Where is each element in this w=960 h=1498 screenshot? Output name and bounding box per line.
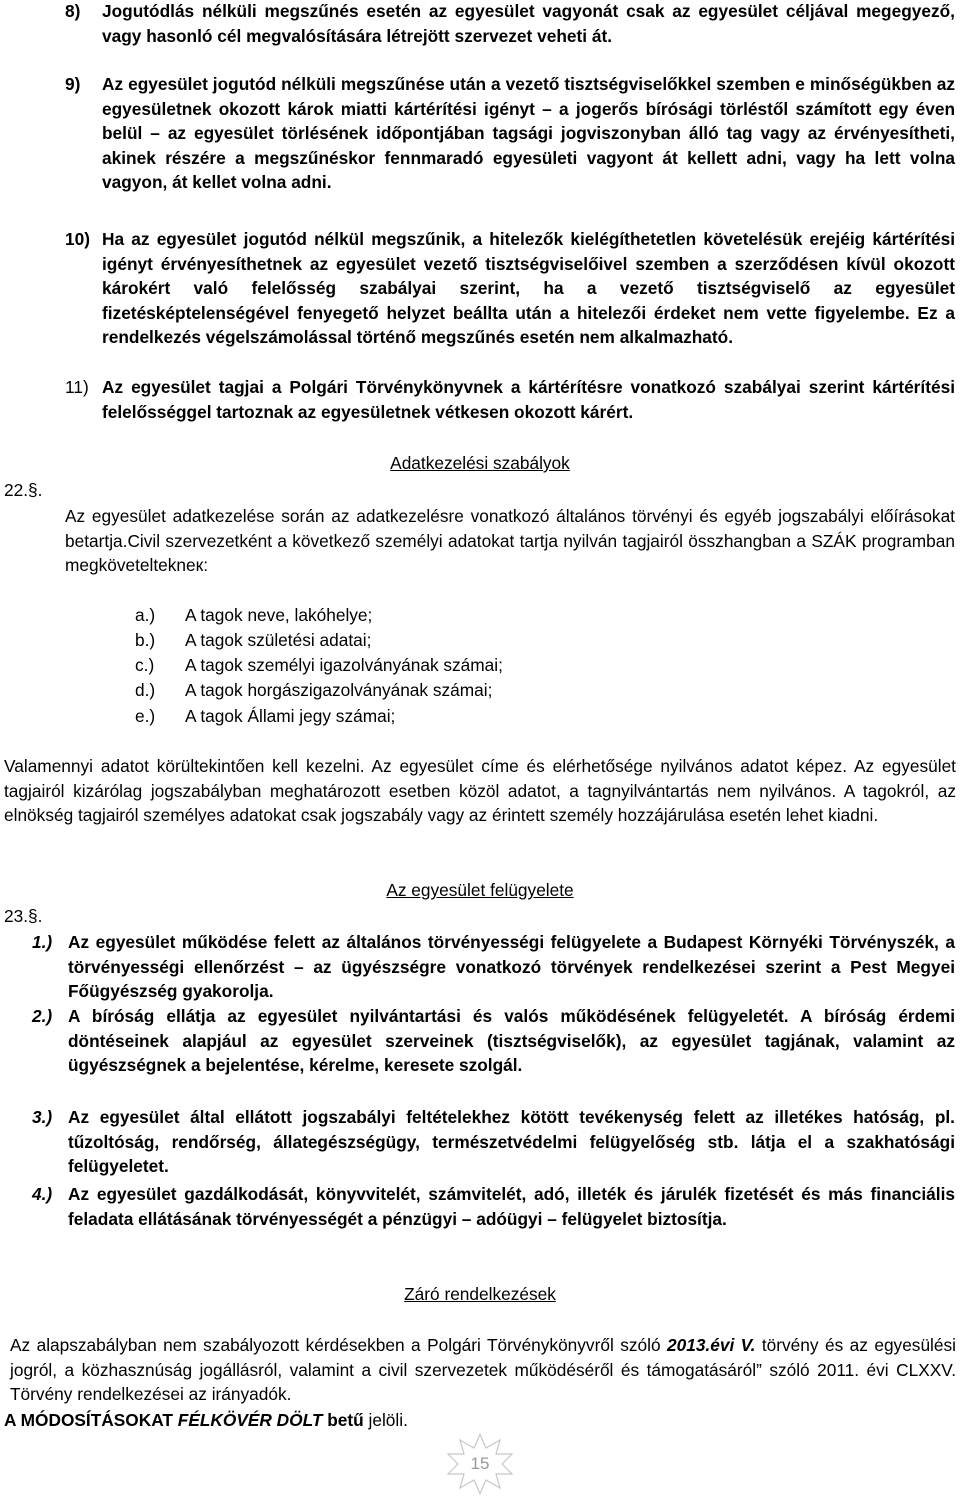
section-heading-supervision: Az egyesület felügyelete	[386, 880, 574, 900]
item-number: 11)	[65, 377, 89, 397]
data-list-item: a.) A tagok neve, lakóhelye;	[135, 605, 373, 625]
section-22-intro: Az egyesület adatkezelése során az adatkezelésre vonatkozó általános törvényi és egyéb jogszabályi előírásokat betartja.Civil szervezetként a következő személyi adatokat tartja nyilván tagjairól összhangban a SZÁK programban megköveteltekneк:	[65, 506, 955, 575]
section-number-23: 23.§.	[4, 906, 43, 926]
item-text: Az egyesület által ellátott jogszabályi feltételekhez kötött tevékenység felett az illetékes hatóság, pl. tűzoltóság, rendőrség, állategészségügy, természetvédelmi felügyelőség stb. látja el a szakhatósági felügyeletet.	[68, 1107, 955, 1176]
data-list-item: b.) A tagok születési adatai;	[135, 630, 372, 650]
data-list-item: c.) A tagok személyi igazolványának számai;	[135, 655, 503, 675]
page-number	[440, 1432, 520, 1492]
item-number: 4.)	[32, 1184, 53, 1204]
data-list-item: d.) A tagok horgászigazolványának számai;	[135, 680, 493, 700]
item-text: Jogutódlás nélküli megszűnés esetén az egyesület vagyonát csak az egyesület céljával megegyező, vagy hasonló cél megvalósítására létrejött szervezet veheti át.	[102, 1, 955, 46]
item-text: Az egyesület tagjai a Polgári Törvénykönyvnek a kártérítésre vonatkozó szabályai szerint kártérítési felelősséggel tartoznak az egyesületnek vétkesen okozott kárért.	[102, 377, 955, 422]
item-text: A bíróság ellátja az egyesület nyilvántartási és valós működésének felügyeletét. A bíróság érdemi döntéseinek alapjául az egyesület szerveinek (tisztségviselők), az egyesület tagjának, valamint az ügyészségnek a bejelentése, kérelme, keresete szolgál.	[68, 1006, 955, 1075]
item-text: Ha az egyesület jogutód nélkül megszűnik, a hitelezők kielégíthetetlen követelésük erejéig kártérítési igényt érvényesíthetnek az egyesület vezető tisztségviselőivel szemben a szerződésen kívül okozott károkért való felelősség szabályai szerint, ha a vezető tisztségviselő az egyesület fizetésképtelenségével fenyegető helyzet beállta után a hitelezői érdeket nem vette figyelembe. Ez a rendelkezés végelszámolással történő megszűnés esetén nem alkalmazható.	[102, 229, 955, 347]
item-number: 9)	[65, 74, 81, 94]
item-number: 3.)	[32, 1107, 53, 1127]
item-text: Az egyesület jogutód nélküli megszűnése után a vezető tisztségviselőkkel szemben e minőségükben az egyesületnek okozott károk miatti kártérítési igényt – a jogerős bírósági törléstől számított egy éven belül – az egyesület törlésének időpontjában tagsági jogviszonyban álló tag vagy az érvényesítheti, akinek részére a megszűnéskor fennmaradó egyesületi vagyont át kellett adni, vagy ha lett volna vagyon, át kellet volna adni.	[102, 74, 955, 192]
section-heading-final: Záró rendelkezések	[404, 1284, 556, 1304]
item-number: 2.)	[32, 1006, 53, 1026]
item-text: Az egyesület gazdálkodását, könyvvitelét, számvitelét, adó, illeték és járulék fizetését és más financiális feladata ellátásának törvényességét a pénzügyi – adóügyi – felügyelet biztosítja.	[68, 1184, 955, 1229]
modification-note: A MÓDOSÍTÁSOKAT FÉLKÖVÉR DÖLT betű jelöli.	[4, 1410, 408, 1430]
page-number-text: 15	[470, 1454, 490, 1473]
section-number-22: 22.§.	[4, 480, 43, 500]
section-22-closing: Valamennyi adatot körültekintően kell kezelni. Az egyesület címe és elérhetősége nyilvános adatot képez. Az egyesület tagjairól kizárólag jogszabályban meghatározott esetben közöl adatot, a tagnyilvántartás nem nyilvános. A tagokról, az elnökség tagjairól személyes adatokat csak jogszabály vagy az érintett személy hozzájárulása esetén lehet kiadni.	[4, 756, 956, 825]
section-heading-data-handling: Adatkezelési szabályok	[390, 453, 570, 473]
data-list-item: e.) A tagok Állami jegy számai;	[135, 706, 396, 726]
item-number: 1.)	[32, 932, 53, 952]
item-text: Az egyesület működése felett az általános törvényességi felügyelete a Budapest Környéki Törvényszék, a törvényességi ellenőrzést – az ügyészségre vonatkozó törvények rendelkezései szerint a Pest Megyei Főügyészség gyakorolja.	[68, 932, 955, 1001]
item-number: 10)	[65, 229, 90, 249]
item-number: 8)	[65, 1, 81, 21]
final-paragraph: Az alapszabályban nem szabályozott kérdésekben a Polgári Törvénykönyvről szóló 2013.évi V. törvény és az egyesülési jogról, a közhasznúság jogállásról, valamint a civil szervezetek működéséről és támogatásáról” szóló 2011. évi CLXXV. Törvény rendelkezései az irányadók.	[10, 1335, 956, 1404]
